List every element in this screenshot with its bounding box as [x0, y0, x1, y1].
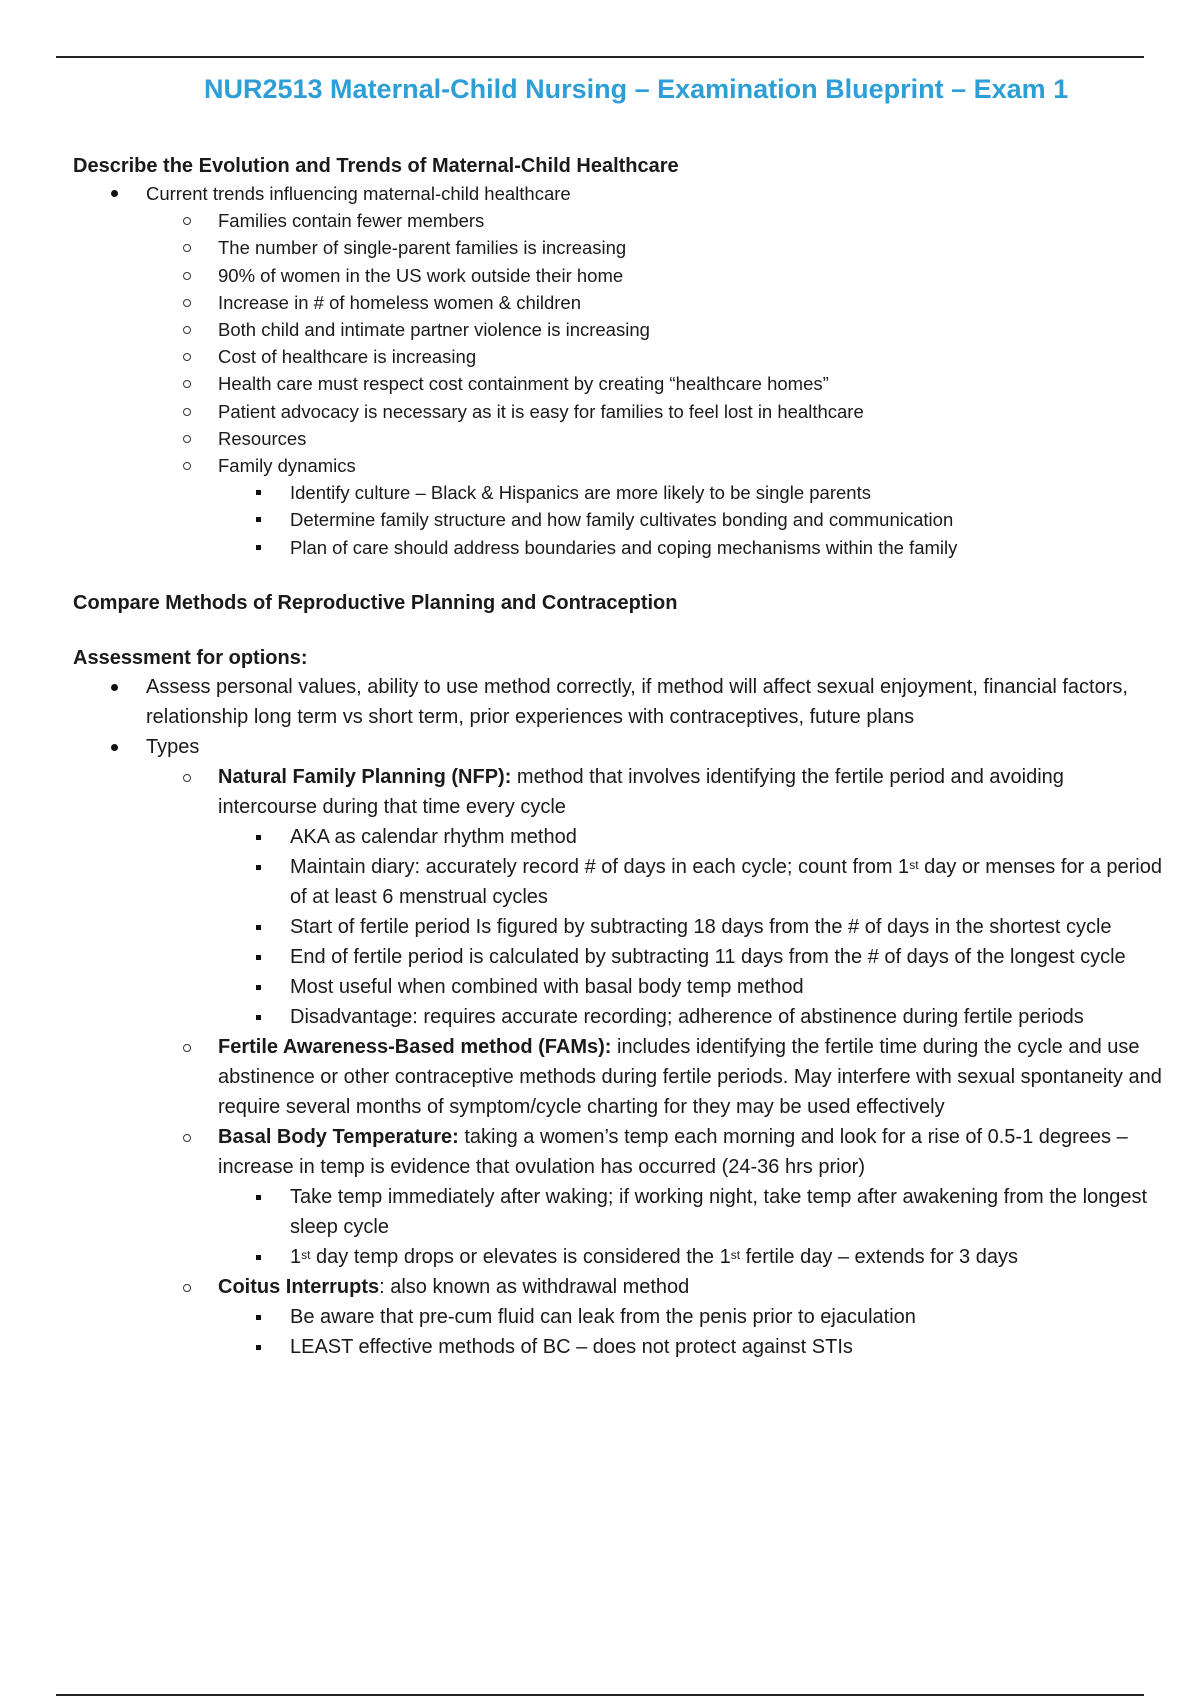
top-rule: [56, 56, 1144, 58]
list-item: Family dynamics: [73, 452, 1163, 479]
list-item: Families contain fewer members: [73, 207, 1163, 234]
list-item: Be aware that pre-cum fluid can leak from the penis prior to ejaculation: [73, 1302, 1163, 1332]
text-run: 1: [290, 1245, 302, 1268]
desc-coitus: : also known as withdrawal method: [379, 1275, 690, 1298]
desc-nfp: method that involves identifying the fertile period and avoiding intercourse during that time every cycle: [218, 765, 1064, 818]
list-item: Plan of care should address boundaries and coping mechanisms within the family: [73, 534, 1163, 561]
term-fam: Fertile Awareness-Based method (FAMs):: [218, 1035, 612, 1058]
list-item: Health care must respect cost containment by creating “healthcare homes”: [73, 370, 1163, 397]
text-run: fertile day – extends for 3 days: [740, 1245, 1018, 1268]
list-item: [73, 852, 1163, 912]
list-item-nfp: [73, 762, 1163, 822]
page-title: NUR2513 Maternal-Child Nursing – Examination Blueprint – Exam 1: [204, 74, 1069, 104]
list-item: Disadvantage: requires accurate recording; adherence of abstinence during fertile periods: [73, 1002, 1163, 1032]
list-item: Assess personal values, ability to use method correctly, if method will affect sexual enjoyment, financial factors, relationship long term vs short term, prior experiences with contraceptives, future plans: [73, 672, 1163, 732]
term-bbt: Basal Body Temperature:: [218, 1125, 459, 1148]
section-heading-evolution: Describe the Evolution and Trends of Maternal-Child Healthcare: [73, 155, 679, 177]
list-item-bbt: [73, 1122, 1163, 1182]
list-item: Increase in # of homeless women & children: [73, 289, 1163, 316]
desc-bbt: taking a women’s temp each morning and look for a rise of 0.5-1 degrees – increase in temp is evidence that ovulation has occurred (24-36 hrs prior): [218, 1125, 1128, 1178]
document-body: [73, 150, 1163, 1362]
list-item: Start of fertile period Is figured by subtracting 18 days from the # of days in the shortest cycle: [73, 912, 1163, 942]
trends-list: [73, 180, 1163, 561]
bottom-rule: [56, 1694, 1144, 1696]
section-heading-contraception: Compare Methods of Reproductive Planning and Contraception: [73, 591, 678, 614]
list-item: Determine family structure and how family cultivates bonding and communication: [73, 506, 1163, 533]
list-item: Current trends influencing maternal-child healthcare: [73, 180, 1163, 207]
list-item-coitus: [73, 1272, 1163, 1302]
text-run: Maintain diary: accurately record # of days in each cycle; count from 1: [290, 855, 910, 878]
assessment-heading: Assessment for options:: [73, 646, 308, 669]
list-item-fam: [73, 1032, 1163, 1122]
list-item: AKA as calendar rhythm method: [73, 822, 1163, 852]
list-item: Types: [73, 732, 1163, 762]
text-run: day temp drops or elevates is considered the 1: [310, 1245, 731, 1268]
desc-fam: includes identifying the fertile time during the cycle and use abstinence or other contraceptive methods during fertile periods. May interfere with sexual spontaneity and require several months of symptom/cycle charting for they may be used effectively: [218, 1035, 1162, 1118]
term-coitus: Coitus Interrupts: [218, 1275, 380, 1298]
list-item: End of fertile period is calculated by subtracting 11 days from the # of days of the longest cycle: [73, 942, 1163, 972]
list-item: Resources: [73, 425, 1163, 452]
list-item: 90% of women in the US work outside their home: [73, 262, 1163, 289]
contraception-list: [73, 672, 1163, 1362]
text-run: day or menses for a period of at least 6 menstrual cycles: [290, 855, 1162, 908]
superscript: st: [909, 858, 919, 873]
superscript: st: [730, 1248, 741, 1263]
list-item: Identify culture – Black & Hispanics are more likely to be single parents: [73, 479, 1163, 506]
list-item: Patient advocacy is necessary as it is easy for families to feel lost in healthcare: [73, 398, 1163, 425]
list-item: Take temp immediately after waking; if working night, take temp after awakening from the longest sleep cycle: [73, 1182, 1163, 1242]
list-item: Most useful when combined with basal body temp method: [73, 972, 1163, 1002]
superscript: st: [301, 1248, 311, 1263]
list-item: Cost of healthcare is increasing: [73, 343, 1163, 370]
term-nfp: Natural Family Planning (NFP):: [218, 765, 512, 788]
list-item: LEAST effective methods of BC – does not protect against STIs: [73, 1332, 1163, 1362]
list-item: [73, 1242, 1163, 1272]
list-item: Both child and intimate partner violence is increasing: [73, 316, 1163, 343]
list-item: The number of single-parent families is increasing: [73, 234, 1163, 261]
